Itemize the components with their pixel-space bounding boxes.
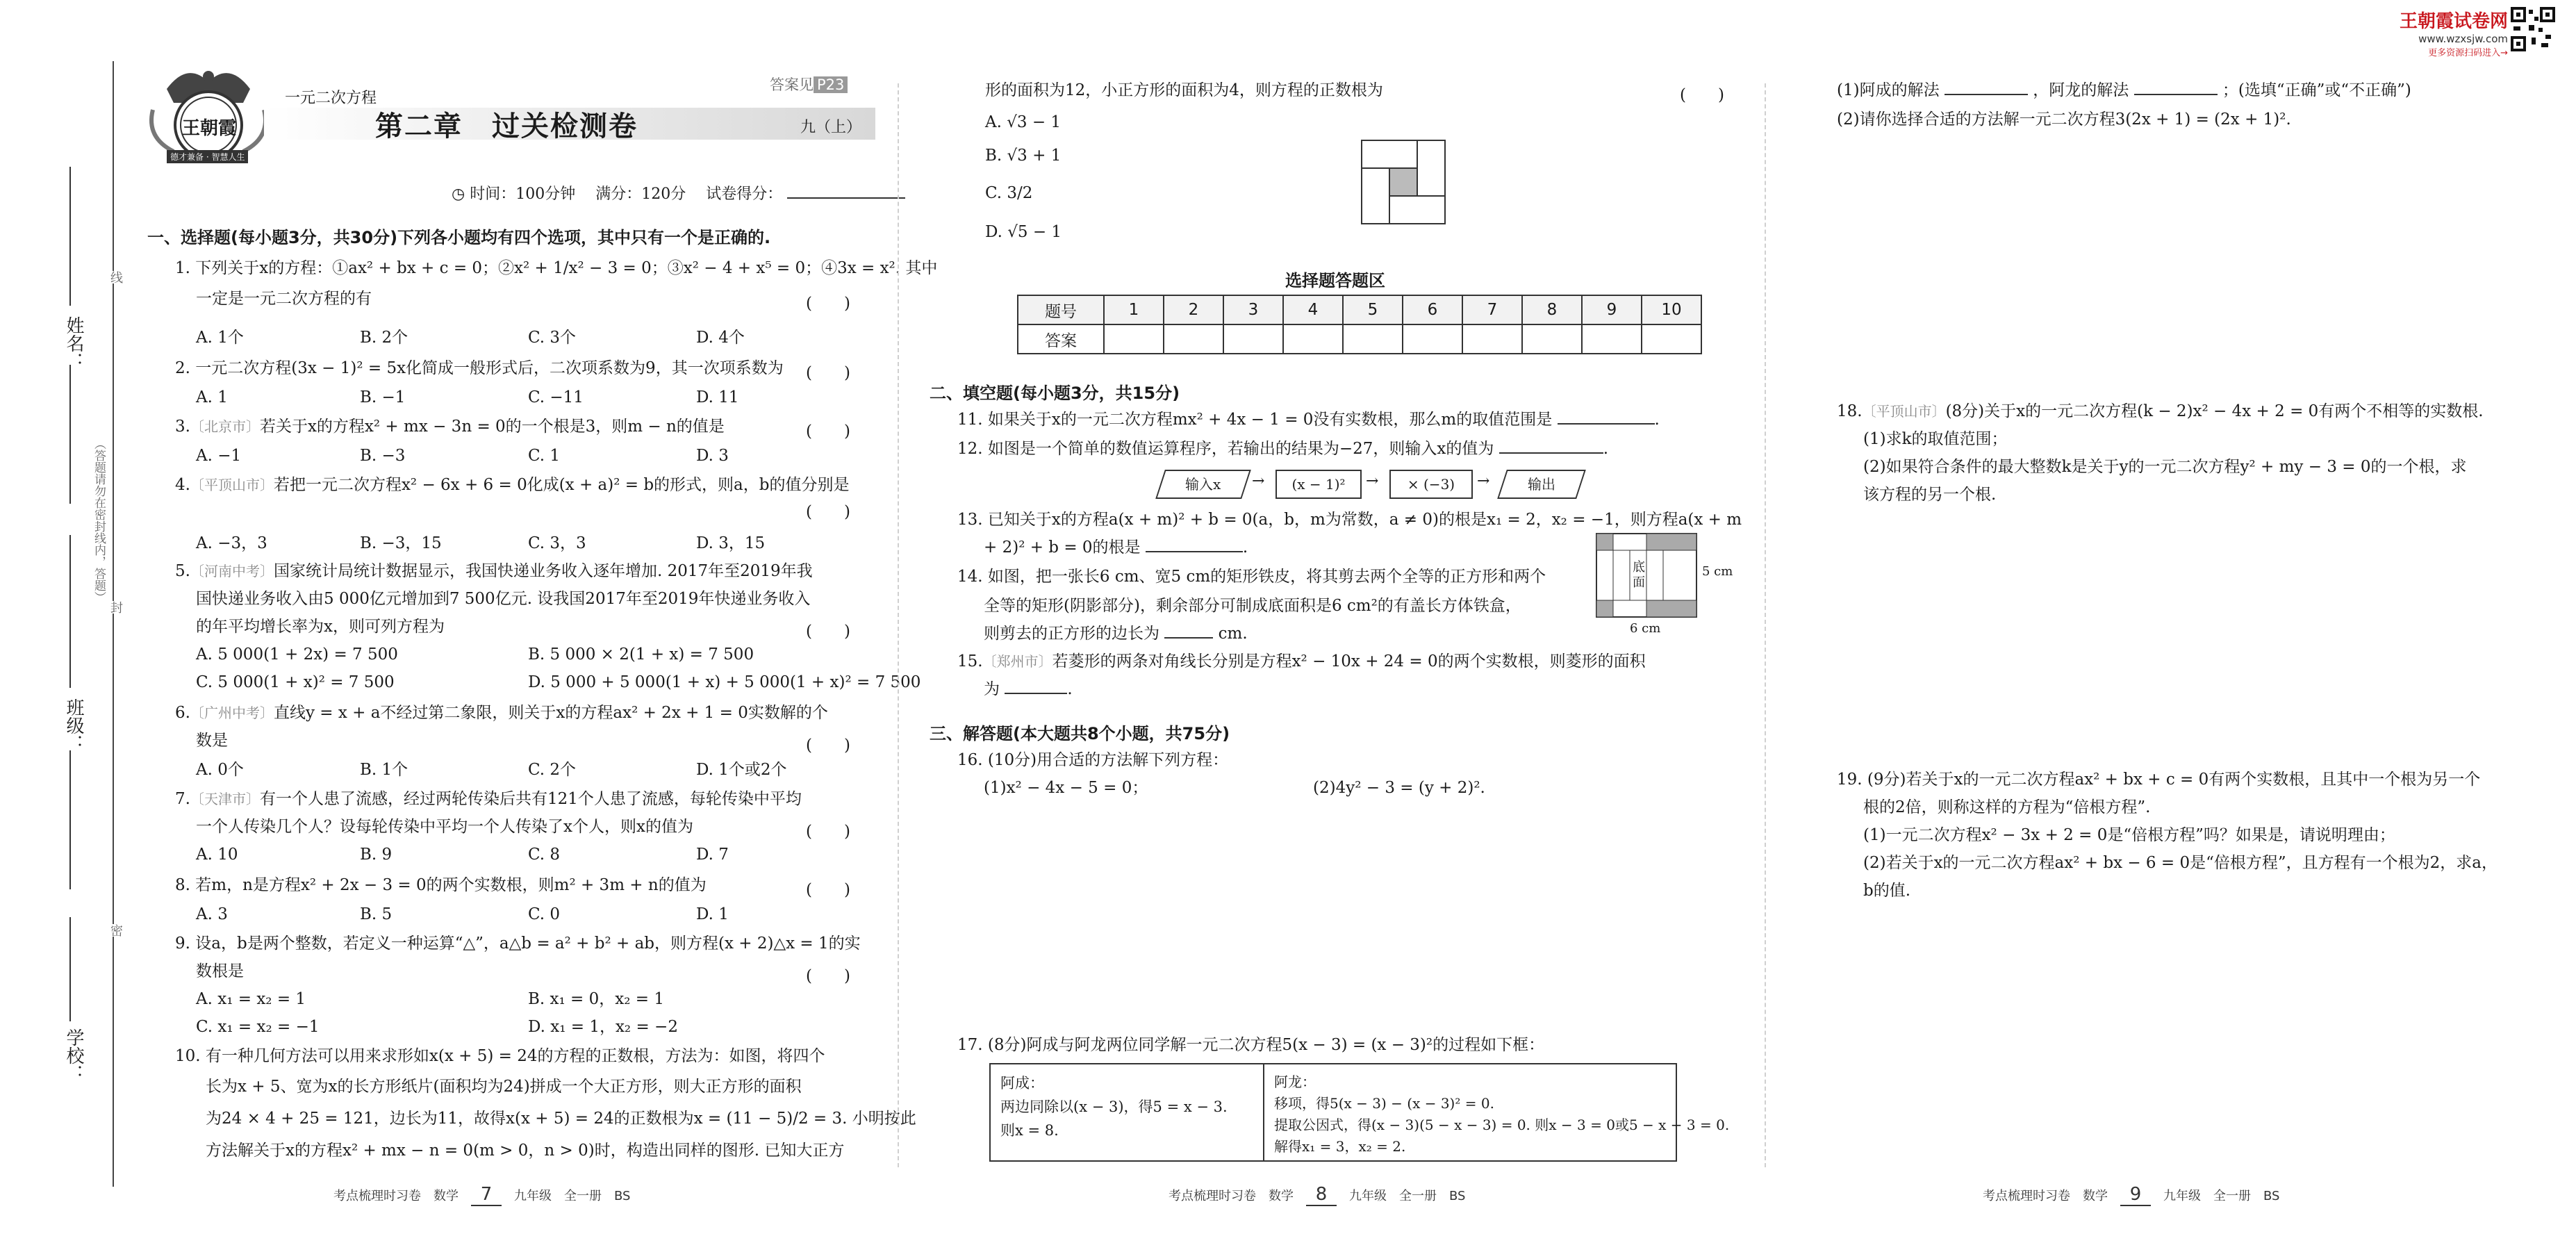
option-b: B. −3: [360, 447, 406, 465]
answer-paren[interactable]: ( ): [806, 623, 850, 641]
question-1: [175, 253, 937, 283]
question-3: [175, 411, 725, 442]
option-c: C. 5 000(1 + x)² = 7 500: [196, 673, 395, 691]
question-18-part2-line2: 该方程的另一个根.: [1863, 486, 1997, 504]
question-14-line2: 全等的矩形(阴影部分)，剩余部分可制成底面积是6 cm²的有盖长方体铁盒，: [984, 597, 1521, 615]
name-underline: [69, 167, 71, 306]
option-c: C. 0: [528, 905, 561, 923]
answer-space[interactable]: [984, 806, 1678, 1014]
solution-step: 移项，得5(x − 3) − (x − 3)² = 0.: [1274, 1095, 1494, 1112]
brand-logo: [139, 61, 271, 165]
option-a: A. 5 000(1 + 2x) = 7 500: [196, 645, 398, 664]
question-6: [175, 698, 828, 728]
answer-space[interactable]: [1837, 514, 2532, 750]
answer-cell[interactable]: [1283, 324, 1343, 354]
question-7-line2: 一个人传染几个人？设每轮传染中平均一个人传染了x个人，则x的值为: [196, 818, 693, 836]
seal-mark-3: 密: [106, 924, 124, 937]
source-tag: 〔河南中考〕: [190, 563, 274, 579]
question-19-part2-line2: b的值.: [1863, 882, 1911, 900]
question-6-line2: 数是: [196, 732, 228, 750]
option-a: A. 3: [196, 905, 228, 923]
option-a: A. −3，3: [196, 534, 267, 552]
question-8: [175, 870, 707, 900]
name-label: 姓名：: [63, 316, 84, 370]
name-underline-2: [69, 365, 71, 504]
question-text: 设a，b是两个整数，若定义一种运算“△”，a△b = a² + b² + ab，则方程(x + 2)△x = 1的实: [195, 935, 861, 953]
question-18-part2: (2)如果符合条件的最大整数k是关于y的一元二次方程y² + my − 3 = 0的一个根，求: [1863, 458, 2467, 476]
solution-a-long: [1264, 1064, 1730, 1160]
flow-output-label: 输出: [1528, 476, 1555, 493]
page-middle: [896, 0, 1773, 1243]
question-4: [175, 470, 850, 500]
question-number: 6.: [175, 704, 190, 722]
page-right: [1773, 0, 2576, 1243]
question-13-line2: + 2)² + b = 0的根是 .: [984, 538, 1248, 557]
footer-grade: 九年级 全一册 BS: [1349, 1189, 1466, 1203]
solution-box: [989, 1063, 1730, 1162]
question-text: 有一个人患了流感，经过两轮传染后共有121个人患了流感，每轮传染中平均: [259, 790, 802, 808]
solver-name: 阿成：: [1000, 1075, 1044, 1092]
question-19: [1837, 764, 2480, 795]
time-limit: 时间：100分钟: [470, 186, 576, 203]
page-number: 8: [1306, 1184, 1337, 1206]
fill-blank[interactable]: [2134, 94, 2218, 95]
arrow-right-icon: →: [1252, 472, 1265, 490]
answer-ref-page: P23: [814, 76, 848, 93]
question-text: + 2)² + b = 0的根是: [984, 538, 1141, 557]
option-b: B. x₁ = 0，x₂ = 1: [528, 990, 664, 1008]
logo-text: 王朝霞: [182, 118, 237, 139]
unit: cm.: [1218, 625, 1248, 643]
footer-series: 考点梳理时习卷 数学: [1983, 1189, 2108, 1203]
option-c: C. 3个: [528, 329, 577, 347]
option-a: A. 1个: [196, 329, 244, 347]
question-16-part2: (2)4y² − 3 = (y + 2)².: [1313, 779, 1485, 797]
option-d: D. 7: [696, 846, 729, 864]
answer-paren[interactable]: ( ): [806, 967, 850, 985]
question-13: [957, 504, 1742, 535]
page-number: 9: [2120, 1184, 2151, 1206]
score-field[interactable]: [787, 197, 905, 199]
question-14: [957, 561, 1546, 592]
question-text: 下列关于x的方程：①ax² + bx + c = 0；②x² + 1/x² − 3 = 0；③x² − 4 + x⁵ = 0；④3x = x². 其中: [195, 259, 938, 277]
solution-step: 提取公因式，得(x − 3)(5 − x − 3) = 0. 则x − 3 = 0或5 − x − 3 = 0.: [1274, 1117, 1730, 1133]
question-2: [175, 353, 784, 384]
answer-row-label: 答案: [1018, 324, 1104, 354]
answer-paren[interactable]: ( ): [806, 364, 850, 382]
answer-cell[interactable]: [1104, 324, 1164, 354]
question-11: 11. 如果关于x的一元二次方程mx² + 4x − 1 = 0没有实数根，那么m的取值范围是 .: [957, 411, 1660, 429]
answer-paren[interactable]: ( ): [806, 823, 850, 841]
box-net-diagram: [1595, 532, 1699, 623]
answer-table: [1017, 295, 1702, 354]
option-d: D. 11: [696, 388, 739, 406]
seal-note: （答题请勿在密封线内，答题）: [92, 438, 106, 603]
footer-right: [1983, 1184, 2279, 1206]
question-number: 1.: [175, 259, 190, 277]
question-9: [175, 928, 861, 959]
option-a: A. x₁ = x₂ = 1: [196, 990, 306, 1008]
solver-name: 阿龙：: [1274, 1073, 1316, 1090]
option-c: C. 1: [528, 447, 561, 465]
question-text: 若把一元二次方程x² − 6x + 6 = 0化成(x + a)² = b的形式，则a，b的值分别是: [273, 476, 850, 494]
question-15-line2: 为 .: [984, 680, 1073, 698]
question-number: 18.: [1837, 402, 1863, 420]
answer-space[interactable]: [1837, 139, 2532, 389]
question-text: 如图是一个简单的数值运算程序，若输出的结果为−27，则输入x的值为: [987, 440, 1494, 458]
question-text: 国家统计局统计数据显示，我国快递业务收入逐年增加. 2017年至2019年我: [273, 562, 813, 580]
arrow-right-icon: →: [1477, 472, 1490, 490]
exam-meta: [452, 182, 905, 204]
answer-num: 3: [1223, 295, 1283, 324]
grade-label: 九（上）: [800, 119, 862, 136]
option-b: B. −1: [360, 388, 406, 406]
answer-paren[interactable]: ( ): [806, 295, 850, 313]
answer-cell[interactable]: [1642, 324, 1701, 354]
answer-cell[interactable]: [1223, 324, 1283, 354]
question-text: 则剪去的正方形的边长为: [984, 625, 1159, 643]
option-b: B. −3，15: [360, 534, 442, 552]
fill-blank[interactable]: [1558, 423, 1655, 425]
answer-table-head: 题号: [1018, 295, 1104, 324]
question-10-line3: 为24 × 4 + 25 = 121，边长为11，故得x(x + 5) = 24的正数根为x = (11 − 5)/2 = 3. 小明按此: [206, 1110, 916, 1128]
source-tag: 〔郑州市〕: [982, 653, 1052, 670]
question-9-line2: 数根是: [196, 962, 244, 980]
question-text: 若关于x的方程x² + mx − 3n = 0的一个根是3，则m − n的值是: [259, 418, 725, 436]
answer-num: 2: [1164, 295, 1223, 324]
question-number: 9.: [175, 935, 190, 953]
score-label: 试卷得分：: [706, 186, 783, 203]
question-text: 直线y = x + a不经过第二象限，则关于x的方程ax² + 2x + 1 = 0实数解的个: [273, 704, 828, 722]
source-tag: 〔平顶山市〕: [1862, 403, 1946, 420]
option-c: C. −11: [528, 388, 584, 406]
option-d: D. √5 − 1: [985, 223, 1062, 241]
question-number: 12.: [957, 440, 983, 458]
answer-cell[interactable]: [1582, 324, 1642, 354]
answer-paren[interactable]: ( ): [806, 881, 850, 899]
question-19-line2: 根的2倍，则称这样的方程为“倍根方程”.: [1863, 798, 2151, 816]
fill-blank[interactable]: [1005, 693, 1067, 694]
footer-left: [333, 1184, 630, 1206]
question-10-continued: 形的面积为12，小正方形的面积为4，则方程的正数根为: [985, 81, 1383, 99]
question-17-part2: (2)请你选择合适的方法解一元二次方程3(2x + 1) = (2x + 1)².: [1837, 110, 2291, 129]
question-text: 已知关于x的方程a(x + m)² + b = 0(a，b，m为常数，a ≠ 0)的根是x₁ = 2，x₂ = −1，则方程a(x + m: [987, 511, 1742, 529]
qr-code-icon[interactable]: [2511, 7, 2555, 51]
footer-grade: 九年级 全一册 BS: [2163, 1189, 2280, 1203]
binding-line: [113, 61, 114, 1187]
question-15: [957, 646, 1646, 677]
solution-step: 解得x₁ = 3，x₂ = 2.: [1274, 1138, 1406, 1155]
answer-num: 5: [1343, 295, 1403, 324]
flow-input-label: 输入x: [1185, 476, 1221, 493]
question-text: (9分)若关于x的一元二次方程ax² + bx + c = 0有两个实数根，且其中一个根为另一个: [1867, 771, 2481, 789]
question-18: [1837, 396, 2484, 427]
question-5-line3: 的年平均增长率为x，则可列方程为: [196, 618, 445, 636]
question-text: 如图，把一张长6 cm、宽5 cm的矩形铁皮，将其剪去两个全等的正方形和两个: [987, 568, 1546, 586]
class-underline-2: [69, 750, 71, 889]
option-c: C. x₁ = x₂ = −1: [196, 1018, 320, 1036]
site-url[interactable]: www.wzxsjw.com: [2418, 33, 2508, 45]
option-b: B. 1个: [360, 761, 408, 779]
question-5-line2: 国快递业务收入由5 000亿元增加到7 500亿元. 设我国2017年至2019年快递业务收入: [196, 590, 811, 608]
question-17: [957, 1030, 1544, 1060]
full-score: 满分：120分: [595, 186, 686, 203]
question-1-line2: 一定是一元二次方程的有: [196, 290, 372, 308]
figure-height-label: 5 cm: [1702, 564, 1733, 579]
question-number: 13.: [957, 511, 983, 529]
option-d: D. 3，15: [696, 534, 766, 552]
option-b: B. 5 000 × 2(1 + x) = 7 500: [528, 645, 754, 664]
logo-sub: 德才兼备 · 智慧人生: [167, 150, 248, 163]
fill-blank[interactable]: [1164, 637, 1213, 639]
site-slogan: 更多资源扫码进入→: [2428, 48, 2508, 58]
answer-num: 4: [1283, 295, 1343, 324]
option-c: C. 3，3: [528, 534, 586, 552]
solution-a-cheng: [991, 1064, 1264, 1160]
option-c: C. 3/2: [985, 184, 1033, 202]
question-number: 4.: [175, 476, 190, 494]
answer-cell[interactable]: [1164, 324, 1223, 354]
option-d: D. 1个或2个: [696, 761, 787, 779]
question-text: 一元二次方程(3x − 1)² = 5x化简成一般形式后，二次项系数为9，其一次项系数为: [195, 359, 784, 377]
question-number: 2.: [175, 359, 190, 377]
question-number: 19.: [1837, 771, 1863, 789]
solution-step: 两边同除以(x − 3)，得5 = x − 3.: [1000, 1098, 1228, 1115]
flow-step-1: (x − 1)²: [1275, 470, 1362, 499]
answer-ref: [770, 74, 848, 94]
question-number: 17.: [957, 1036, 983, 1054]
question-text: 为: [984, 680, 1000, 698]
option-d: D. 5 000 + 5 000(1 + x) + 5 000(1 + x)² = 7 500: [528, 673, 921, 691]
option-a: A. 1: [196, 388, 228, 406]
source-tag: 〔广州中考〕: [190, 705, 274, 721]
answer-num: 8: [1522, 295, 1582, 324]
question-number: 14.: [957, 568, 983, 586]
footer-middle: [1169, 1184, 1465, 1206]
option-b: B. √3 + 1: [985, 147, 1062, 165]
footer-series: 考点梳理时习卷 数学: [333, 1189, 459, 1203]
fill-blank[interactable]: [1146, 551, 1243, 552]
option-a: A. √3 − 1: [985, 113, 1062, 131]
section1-title: 一、选择题(每小题3分，共30分)下列各小题均有四个选项，其中只有一个是正确的.: [147, 228, 771, 247]
seal-mark-1: 线: [106, 271, 124, 283]
question-text: (8分)关于x的一元二次方程(k − 2)x² − 4x + 2 = 0有两个不相等的实数根.: [1945, 402, 2484, 420]
question-number: 10.: [175, 1047, 201, 1065]
question-text: 如果关于x的一元二次方程mx² + 4x − 1 = 0没有实数根，那么m的取值范围是: [987, 411, 1553, 429]
answer-space[interactable]: [1837, 910, 2532, 1160]
question-text: 若菱形的两条对角线长分别是方程x² − 10x + 24 = 0的两个实数根，则菱形的面积: [1052, 652, 1646, 670]
question-5: [175, 556, 813, 586]
solution-step: 则x = 8.: [1000, 1122, 1059, 1139]
footer-series: 考点梳理时习卷 数学: [1169, 1189, 1294, 1203]
clock-icon: ◷: [452, 186, 465, 203]
page-title: 第二章 过关检测卷: [375, 110, 638, 142]
answer-cell[interactable]: [1343, 324, 1403, 354]
school-label: 学校：: [63, 1028, 84, 1083]
question-number: 15.: [957, 652, 983, 670]
option-b: B. 5: [360, 905, 393, 923]
question-12: 12. 如图是一个简单的数值运算程序，若输出的结果为−27，则输入x的值为 .: [957, 440, 1609, 458]
question-number: 5.: [175, 562, 190, 580]
option-c: C. 8: [528, 846, 561, 864]
footer-grade: 九年级 全一册 BS: [514, 1189, 631, 1203]
question-16-part1: (1)x² − 4x − 5 = 0；: [984, 779, 1148, 797]
answer-num: 10: [1642, 295, 1701, 324]
arrow-right-icon: →: [1366, 472, 1379, 490]
question-17-part1: [1837, 75, 2411, 106]
box-net-figure: [1595, 532, 1733, 636]
question-10-line2: 长为x + 5、宽为x的长方形纸片(面积均为24)拼成一个大正方形，则大正方形的面积: [206, 1078, 802, 1096]
site-brand: [2376, 7, 2508, 58]
answer-cell[interactable]: [1462, 324, 1522, 354]
fill-blank[interactable]: [1945, 94, 2028, 95]
square-puzzle-figure: [1360, 139, 1446, 225]
seal-mark-2: 封: [106, 601, 124, 614]
answer-num: 1: [1104, 295, 1164, 324]
question-number: 8.: [175, 876, 190, 894]
answer-paren[interactable]: ( ): [806, 736, 850, 755]
flow-step-2: × (−3): [1389, 470, 1473, 499]
option-a: A. 0个: [196, 761, 244, 779]
class-label: 班级：: [63, 698, 84, 752]
figure-width-label: 6 cm: [1630, 621, 1661, 636]
question-16: [957, 745, 1228, 775]
answer-num: 7: [1462, 295, 1522, 324]
question-10: [175, 1041, 825, 1071]
question-text: 有一种几何方法可以用来求形如x(x + 5) = 24的方程的正数根，方法为：如图，将四个: [205, 1047, 825, 1065]
option-d: D. 4个: [696, 329, 745, 347]
option-a: A. 10: [196, 846, 238, 864]
question-text: ；(选填“正确”或“不正确”): [2222, 81, 2411, 99]
answer-ref-label: 答案见: [770, 76, 814, 93]
section2-title: 二、填空题(每小题3分，共15分): [930, 384, 1180, 403]
question-number: 7.: [175, 790, 190, 808]
option-d: D. x₁ = 1，x₂ = −2: [528, 1018, 678, 1036]
question-7: [175, 784, 802, 814]
option-b: B. 9: [360, 846, 393, 864]
source-tag: 〔平顶山市〕: [190, 477, 274, 493]
answer-cell[interactable]: [1522, 324, 1582, 354]
answer-paren[interactable]: ( ): [806, 503, 850, 521]
answer-num: 6: [1403, 295, 1462, 324]
answer-cell[interactable]: [1403, 324, 1462, 354]
question-text: (1)阿成的解法: [1837, 81, 1940, 99]
question-10-line4: 方法解关于x的方程x² + mx − n = 0(m > 0，n > 0)时，构造出同样的图形. 已知大正方: [206, 1142, 845, 1160]
question-text: (8分)阿成与阿龙两位同学解一元二次方程5(x − 3) = (x − 3)²的过程如下框：: [987, 1036, 1545, 1054]
figure-base-label: 底面: [1633, 560, 1645, 590]
subject-label: 一元二次方程: [285, 90, 377, 107]
question-number: 16.: [957, 751, 983, 769]
flow-output: [1497, 470, 1586, 499]
option-a: A. −1: [196, 447, 242, 465]
question-text: 若m，n是方程x² + 2x − 3 = 0的两个实数根，则m² + 3m + n的值为: [195, 876, 707, 894]
question-19-part1: (1)一元二次方程x² − 3x + 2 = 0是“倍根方程”吗？如果是，请说明理由；: [1863, 826, 2395, 844]
flow-input: [1155, 470, 1251, 499]
source-tag: 〔天津市〕: [190, 791, 260, 807]
school-underline: [69, 917, 71, 1021]
question-number: 11.: [957, 411, 983, 429]
answer-area-title: 选择题答题区: [1285, 271, 1385, 290]
question-18-part1: (1)求k的取值范围；: [1863, 430, 2008, 448]
question-text: ，阿龙的解法: [2033, 81, 2129, 99]
question-19-part2: (2)若关于x的一元二次方程ax² + bx − 6 = 0是“倍根方程”，且方程有一个根为2，求a，: [1863, 854, 2497, 872]
page-left: [0, 0, 938, 1243]
fill-blank[interactable]: [1499, 452, 1603, 454]
answer-num: 9: [1582, 295, 1642, 324]
question-number: 3.: [175, 418, 190, 436]
source-tag: 〔北京市〕: [190, 418, 260, 435]
site-name: 王朝霞试卷网: [2399, 11, 2508, 32]
answer-paren[interactable]: ( ): [1680, 86, 1724, 104]
section3-title: 三、解答题(本大题共8个小题，共75分): [930, 724, 1230, 743]
class-underline: [69, 535, 71, 688]
option-b: B. 2个: [360, 329, 408, 347]
option-d: D. 1: [696, 905, 729, 923]
question-14-line3: [984, 618, 1248, 649]
question-text: (10分)用合适的方法解下列方程：: [987, 751, 1229, 769]
answer-paren[interactable]: ( ): [806, 422, 850, 441]
page-number: 7: [471, 1184, 502, 1206]
option-d: D. 3: [696, 447, 729, 465]
option-c: C. 2个: [528, 761, 577, 779]
